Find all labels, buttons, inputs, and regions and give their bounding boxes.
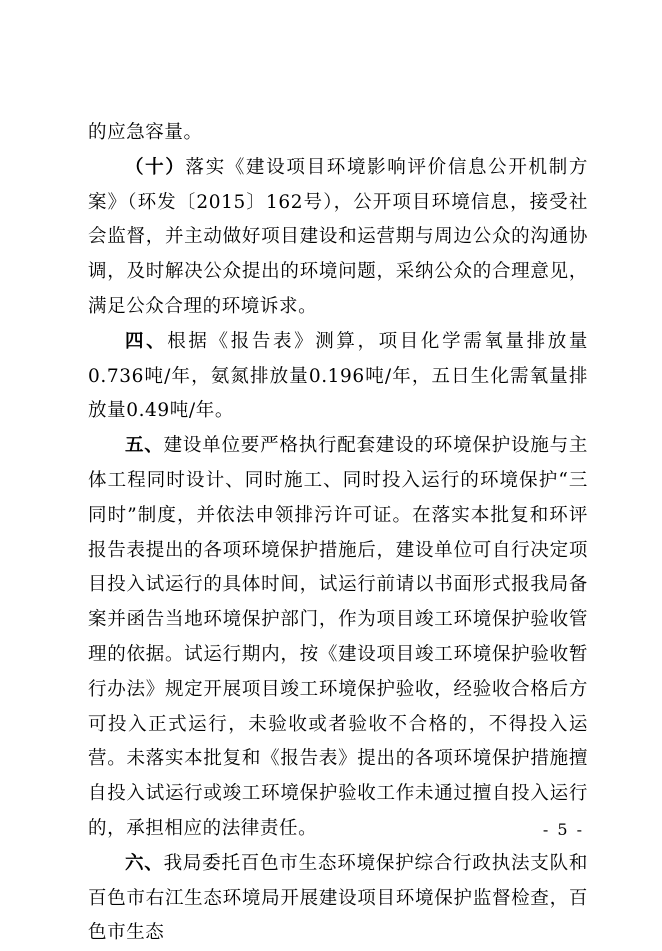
paragraph-lead: （十）	[125, 156, 186, 178]
paragraph	[88, 847, 588, 951]
body-text	[88, 116, 588, 951]
paragraph-text: 根据《报告表》测算，项目化学需氧量排放量0.736吨/年，氨氮排放量0.196吨/年，五日生化需氧量排放量0.49吨/年。	[88, 330, 588, 422]
paragraph-text: 落实《建设项目环境影响评价信息公开机制方案》（环发〔2015〕162号），公开项目环境信息，接受社会监督，并主动做好项目建设和运营期与周边公众的沟通协调，及时解决公众提出的环境问题，采纳公众的合理意见，满足公众合理的环境诉求。	[88, 156, 588, 317]
paragraph-text: 建设单位要严格执行配套建设的环境保护设施与主体工程同时设计、同时施工、同时投入运行的环境保护“三同时”制度，并依法申领排污许可证。在落实本批复和环评报告表提出的各项环境保护措施后，建设单位可自行决定项目投入试运行的具体时间，试运行前请以书面形式报我局备案并函告当地环境保护部门，作为项目竣工环境保护验收管理的依据。试运行期内，按《建设项目竣工环境保护验收暂行办法》规定开展项目竣工环境保护验收，经验收合格后方可投入正式运行，未验收或者验收不合格的，不得投入运营。未落实本批复和《报告表》提出的各项环境保护措施擅自投入试运行或竣工环境保护验收工作未通过擅自投入运行的，承担相应的法律责任。	[88, 435, 589, 839]
paragraph	[88, 429, 588, 847]
paragraph-lead: 五、	[125, 435, 164, 457]
paragraph	[88, 151, 588, 325]
paragraph	[88, 325, 588, 429]
paragraph-text: 的应急容量。	[88, 122, 203, 143]
paragraph-text: 我局委托百色市生态环境保护综合行政执法支队和百色市右江生态环境局开展建设项目环境保护监督检查，百色市生态	[88, 852, 589, 944]
paragraph	[88, 116, 588, 151]
page-number: - 5 -	[542, 820, 584, 839]
paragraph-lead: 六、	[125, 852, 164, 874]
paragraph-lead: 四、	[125, 330, 168, 352]
